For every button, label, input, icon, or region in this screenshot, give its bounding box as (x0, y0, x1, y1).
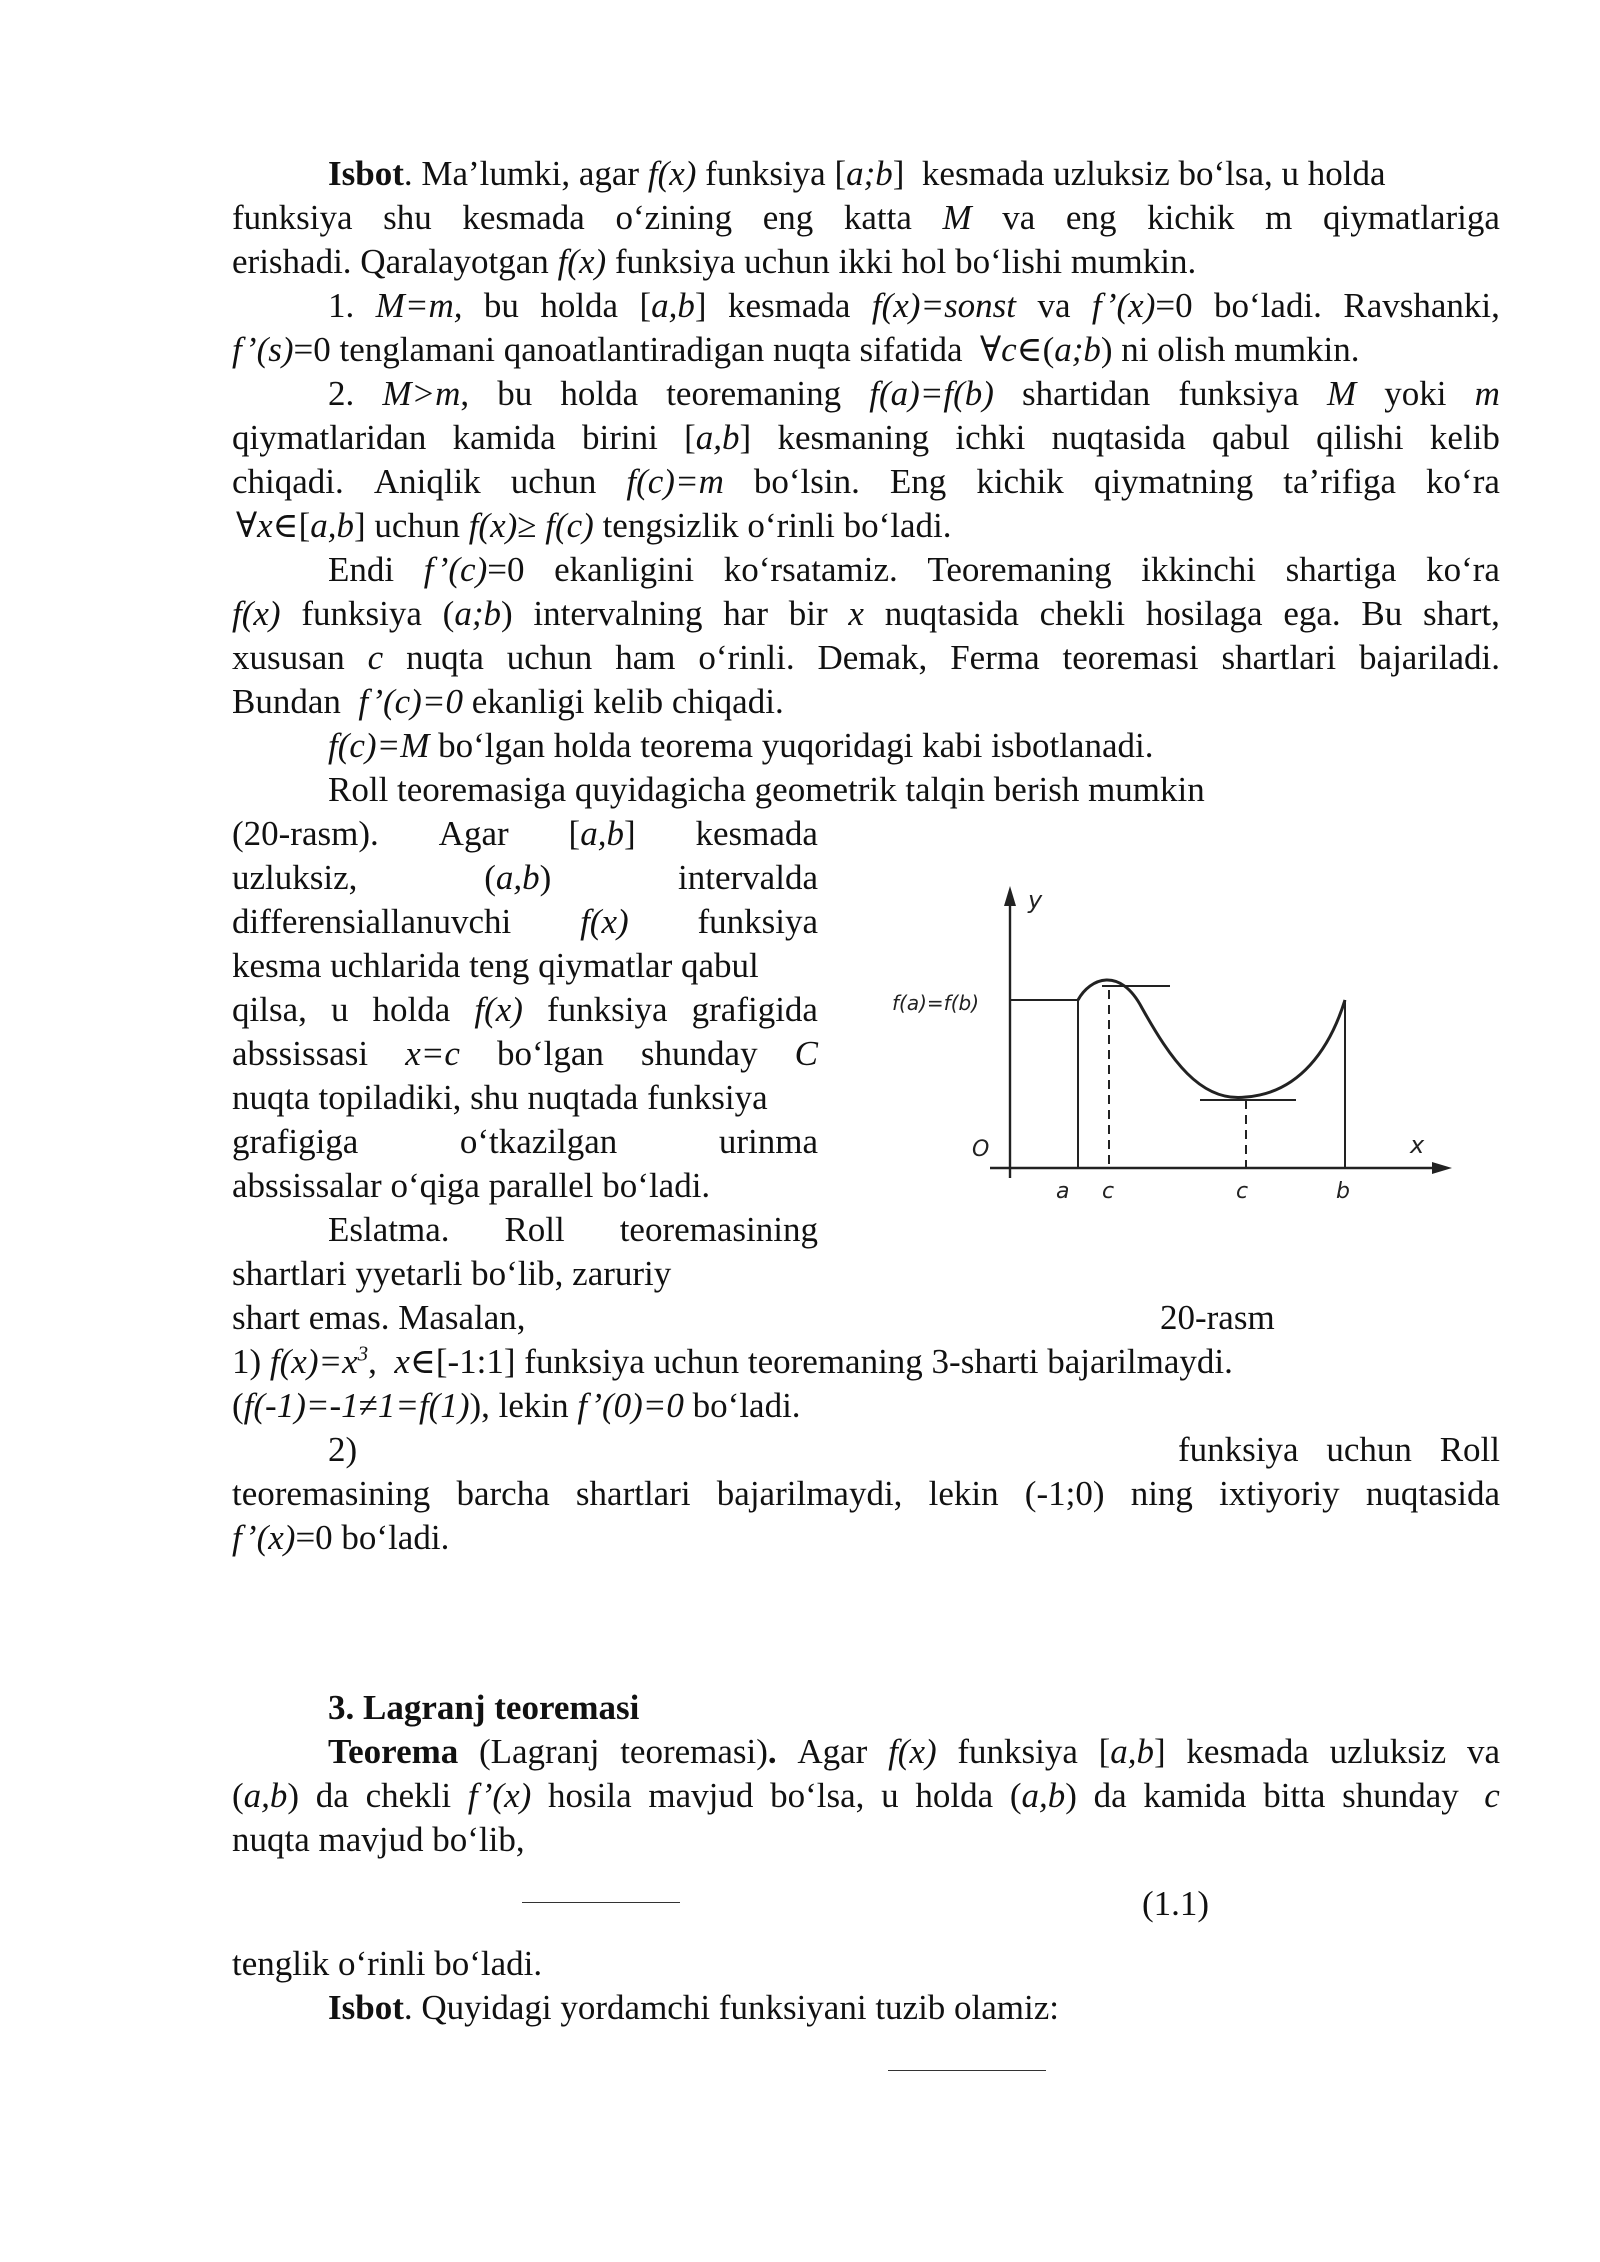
tick-c1-label: c (1102, 1179, 1115, 1204)
text-line: 1) $f(x)=x^3$, x∈[-1:1] funksiya uchun teoremaning 3-sharti bajarilmaydi. (232, 1341, 1233, 1381)
text-line: nuqta topiladiki, shu nuqtada funksiya (232, 1078, 768, 1117)
text-line: f(c)=M bo‘lgan holda teorema yuqoridagi kabi isbotlanadi. (328, 726, 1154, 765)
text-line: uzluksiz, (a,b) intervalda (232, 858, 818, 897)
y-axis-arrow (1004, 886, 1016, 906)
text-line: xususan c nuqta uchun ham o‘rinli. Demak, Ferma teoremasi shartlari bajariladi. (232, 638, 1500, 677)
text-line: 2) (328, 1430, 358, 1469)
text-line: abssissasi x=c bo‘lgan shunday C (232, 1034, 818, 1073)
fraction-bar (522, 1902, 680, 1903)
text-line: 2. M>m, bu holda teoremaning f(a)=f(b) shartidan funksiya M yoki m (328, 374, 1500, 413)
fraction-bar (888, 2070, 1046, 2071)
text-line: shart emas. Masalan, (232, 1298, 526, 1337)
y-axis-label: y (1028, 886, 1043, 914)
text-line: grafigiga o‘tkazilgan urinma (232, 1122, 818, 1161)
text-line: (f(-1)=-1≠1=f(1)), lekin f’(0)=0 bo‘ladi. (232, 1386, 801, 1425)
section-heading: 3. Lagranj teoremasi (328, 1688, 640, 1727)
text-line: qiymatlaridan kamida birini [a,b] kesmaning ichki nuqtasida qabul qilishi kelib (232, 418, 1500, 457)
text-line: nuqta mavjud bo‘lib, (232, 1820, 525, 1859)
text-line: funksiya uchun Roll (1178, 1430, 1500, 1469)
tick-b-label: b (1336, 1179, 1350, 1204)
text-line: Bundan f’(c)=0 ekanligi kelib chiqadi. (232, 682, 784, 721)
text-line: f’(x)=0 bo‘ladi. (232, 1518, 450, 1557)
text-line: (a,b) da chekli f’(x) hosila mavjud bo‘lsa, u holda (a,b) da kamida bitta shunday c (232, 1776, 1500, 1815)
text-line: (20-rasm). Agar [a,b] kesmada (232, 814, 818, 853)
text-line: ∀x∈[a,b] uchun f(x)≥ f(c) tengsizlik o‘rinli bo‘ladi. (236, 506, 952, 545)
text-line: Roll teoremasiga quyidagicha geometrik talqin berish mumkin (328, 770, 1205, 809)
fa-fb-label: f(a)=f(b) (892, 991, 980, 1015)
function-curve (1078, 980, 1345, 1098)
text-line: erishadi. Qaralayotgan f(x) funksiya uchun ikki hol bo‘lishi mumkin. (232, 242, 1197, 281)
text-line: 1. M=m, bu holda [a,b] kesmada f(x)=sonst va f’(x)=0 bo‘ladi. Ravshanki, (328, 286, 1500, 325)
tick-c2-label: c (1236, 1179, 1249, 1204)
rolle-figure (880, 878, 1460, 1208)
text-line: qilsa, u holda f(x) funksiya grafigida (232, 990, 818, 1029)
equation-number: (1.1) (1142, 1884, 1210, 1923)
text-line: funksiya shu kesmada o‘zining eng katta M va eng kichik m qiymatlariga (232, 198, 1500, 237)
text-line: tenglik o‘rinli bo‘ladi. (232, 1944, 543, 1983)
x-axis-arrow (1432, 1162, 1452, 1174)
text-line: abssissalar o‘qiga parallel bo‘ladi. (232, 1166, 711, 1205)
tick-a-label: a (1056, 1179, 1070, 1204)
origin-label: O (972, 1137, 990, 1162)
text-line: f(x) funksiya (a;b) intervalning har bir x nuqtasida chekli hosilaga ega. Bu shart, (232, 594, 1500, 633)
text-line: shartlari yyetarli bo‘lib, zaruriy (232, 1254, 672, 1293)
text-line: Isbot. Ma’lumki, agar f(x) funksiya [a;b] kesmada uzluksiz bo‘lsa, u holda (328, 154, 1386, 193)
figure-caption: 20-rasm (1160, 1298, 1275, 1337)
text-line: Isbot. Quyidagi yordamchi funksiyani tuzib olamiz: (328, 1988, 1060, 2027)
text-line: Eslatma. Roll teoremasining (328, 1210, 818, 1249)
x-axis-label: x (1410, 1131, 1425, 1159)
text-line: f’(s)=0 tenglamani qanoatlantiradigan nuqta sifatida ∀c∈(a;b) ni olish mumkin. (232, 330, 1360, 369)
text-line: differensiallanuvchi f(x) funksiya (232, 902, 818, 941)
text-line: kesma uchlarida teng qiymatlar qabul (232, 946, 759, 985)
text-line: Endi f’(c)=0 ekanligini ko‘rsatamiz. Teoremaning ikkinchi shartiga ko‘ra (328, 550, 1500, 589)
text-line: chiqadi. Aniqlik uchun f(c)=m bo‘lsin. Eng kichik qiymatning ta’rifiga ko‘ra (232, 462, 1500, 501)
text-line: Teorema (Lagranj teoremasi). Agar f(x) funksiya [a,b] kesmada uzluksiz va (328, 1732, 1500, 1771)
text-line: teoremasining barcha shartlari bajarilmaydi, lekin (-1;0) ning ixtiyoriy nuqtasida (232, 1474, 1500, 1513)
